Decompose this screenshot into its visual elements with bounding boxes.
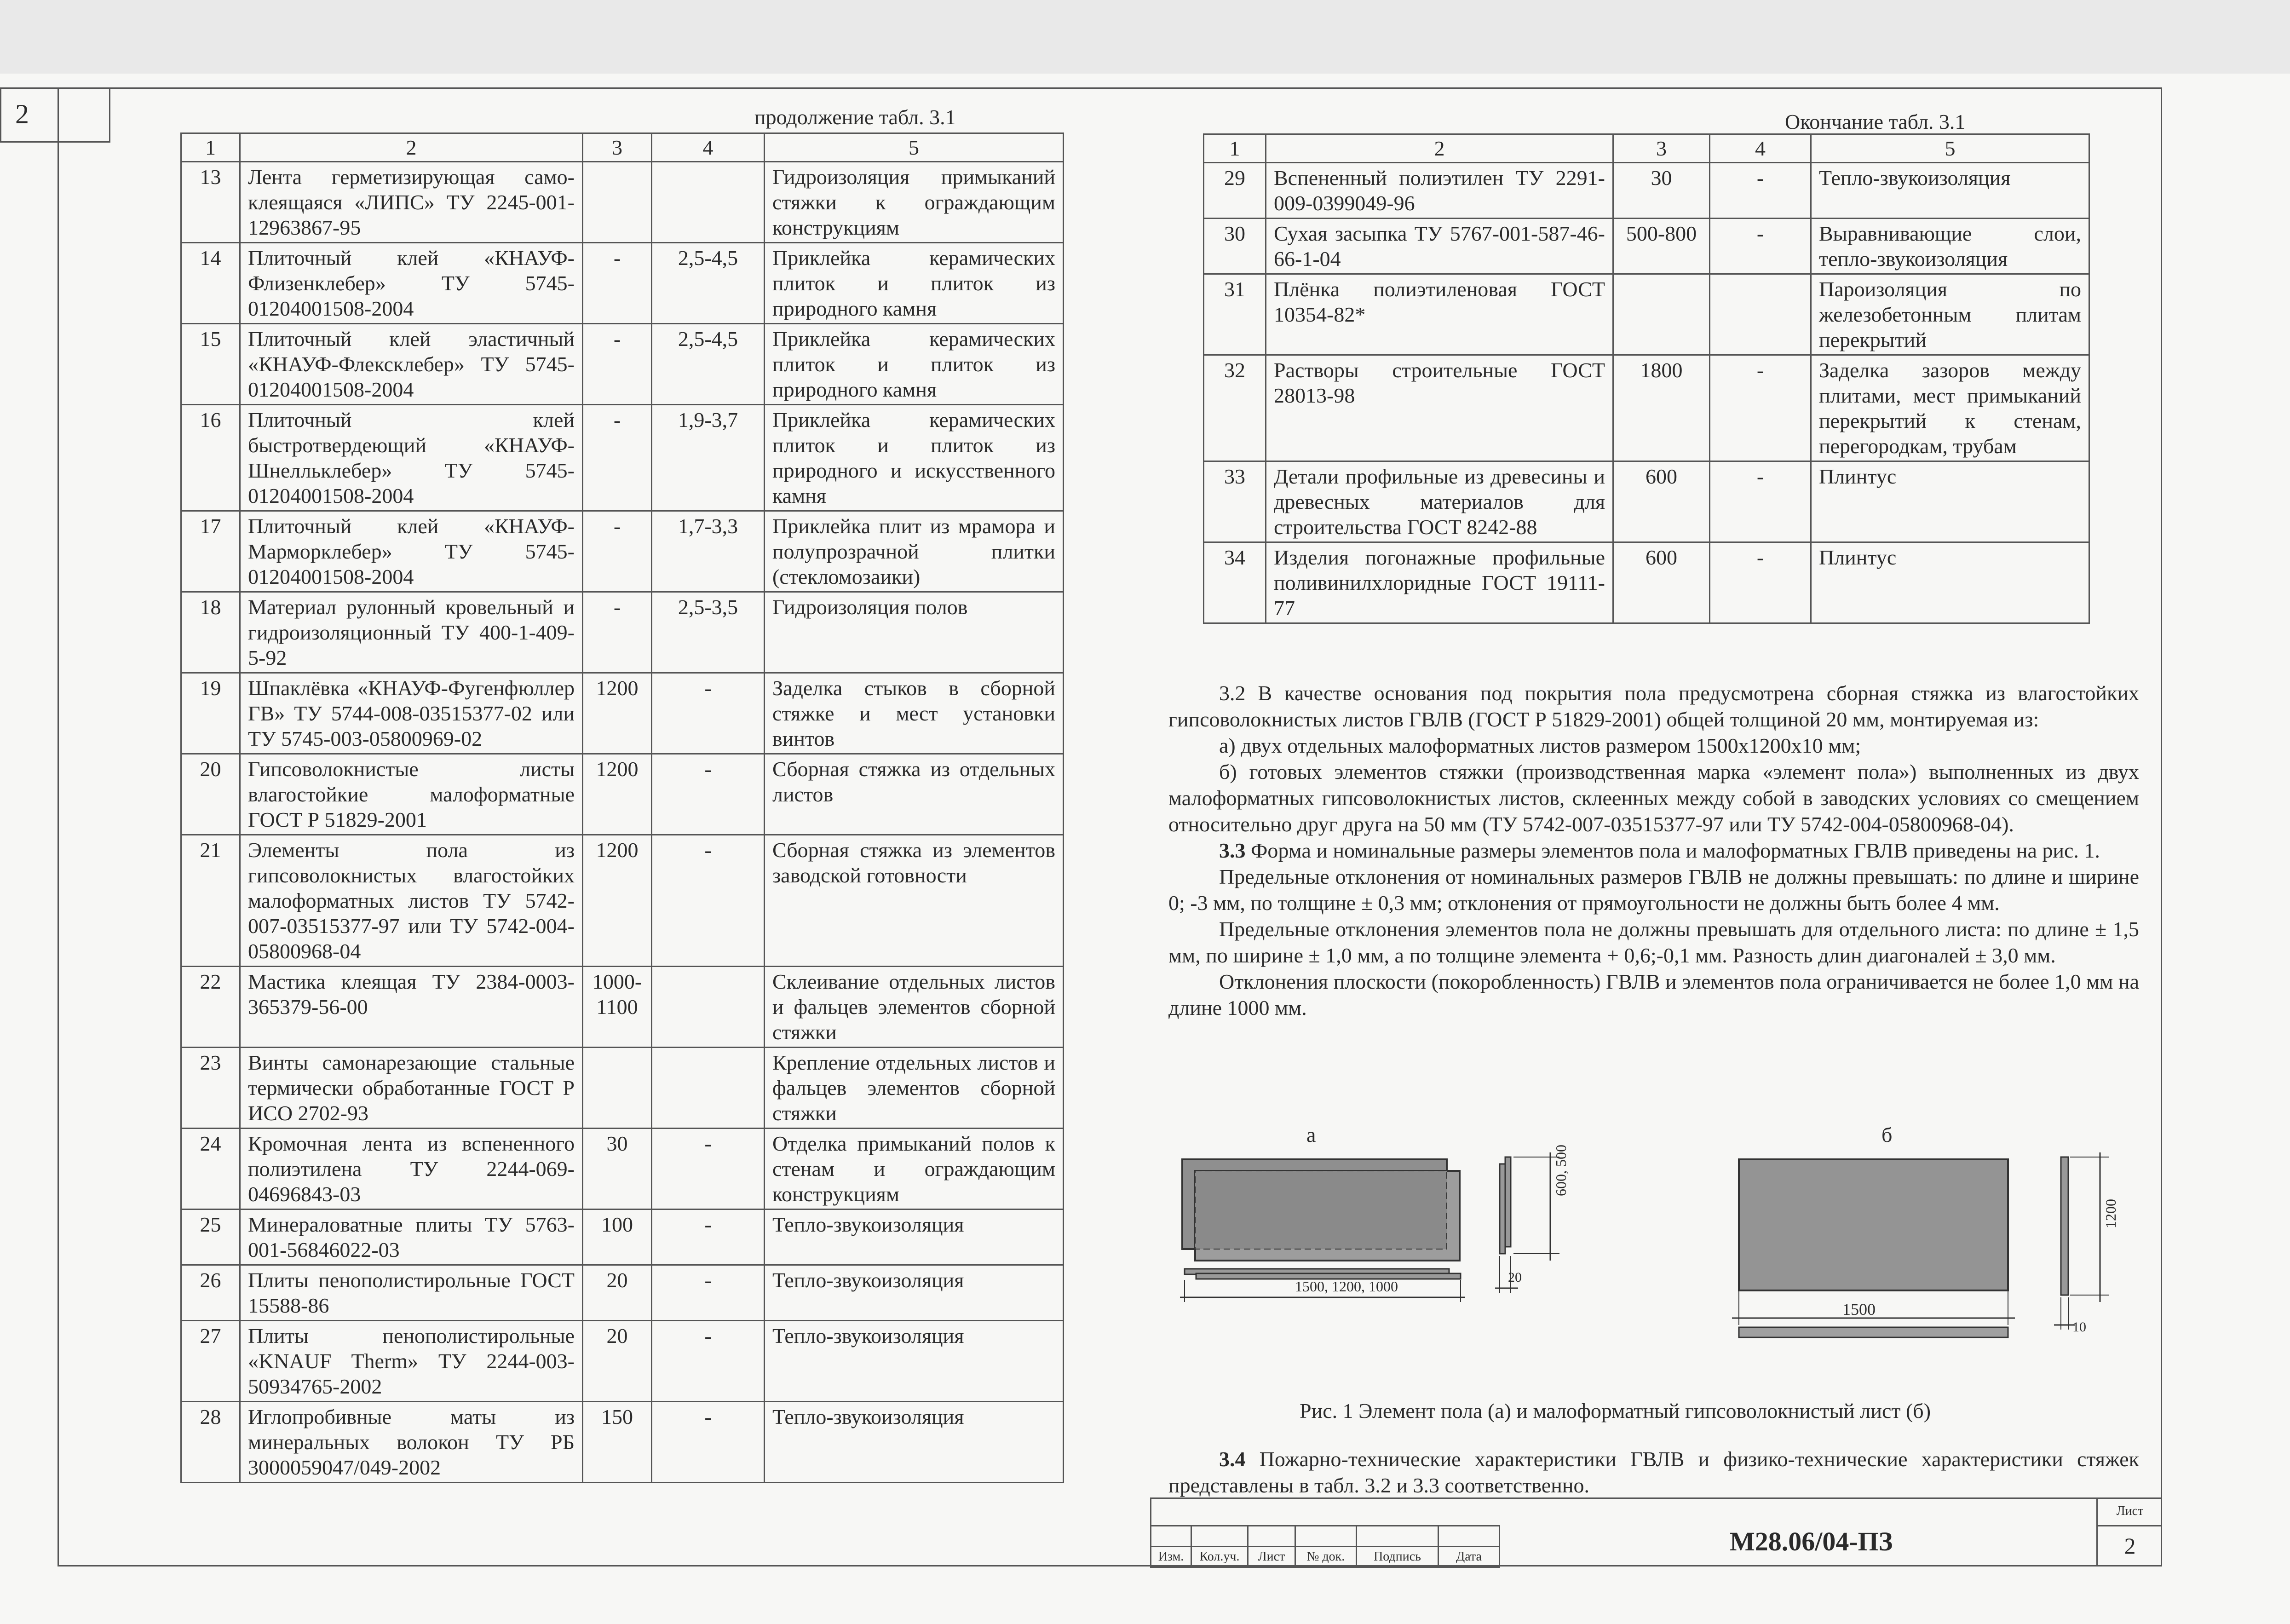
dim-b-thickness: 10 bbox=[2072, 1319, 2086, 1335]
row-number: 26 bbox=[181, 1265, 240, 1321]
table-row bbox=[181, 405, 1064, 511]
material-name: Элементы пола из гипсоволокнистых влагостойких малоформатных листов ТУ 5742-007-03515377-97 или ТУ 5742-004-05800968-04 bbox=[240, 835, 583, 967]
sheet-number: 2 bbox=[2096, 1525, 2162, 1566]
figure-label-b: б bbox=[1881, 1123, 1893, 1146]
consumption-value bbox=[652, 162, 765, 243]
consumption-value bbox=[652, 1048, 765, 1129]
density-value: 1200 bbox=[583, 754, 652, 835]
table-row bbox=[181, 243, 1064, 324]
material-name: Изделия погонажные профильные поливинилхлоридные ГОСТ 19111-77 bbox=[1266, 542, 1613, 623]
table-row bbox=[1204, 355, 2089, 461]
consumption-value bbox=[1710, 274, 1811, 355]
figure-label-a: а bbox=[1306, 1123, 1316, 1146]
material-name: Плиты пенополистирольные ГОСТ 15588-86 bbox=[240, 1265, 583, 1321]
left-table-header bbox=[181, 133, 1064, 162]
purpose-text: Приклейка керамических плиток и плиток из природного и искусственного камня bbox=[765, 405, 1064, 511]
material-name: Кромочная лента из вспененного полиэтилена ТУ 2244-069-04696843-03 bbox=[240, 1129, 583, 1209]
consumption-value: - bbox=[1710, 461, 1811, 542]
table-row bbox=[181, 511, 1064, 592]
purpose-text: Сборная стяжка из отдельных листов bbox=[765, 754, 1064, 835]
density-value: 30 bbox=[583, 1129, 652, 1209]
stamp-col-label: Дата bbox=[1438, 1547, 1500, 1567]
purpose-text: Гидроизоляция полов bbox=[765, 592, 1064, 673]
density-value bbox=[583, 162, 652, 243]
consumption-value: - bbox=[652, 1129, 765, 1209]
material-name: Мастика клеящая ТУ 2384-0003-365379-56-00 bbox=[240, 967, 583, 1048]
table-row bbox=[181, 324, 1064, 405]
density-value: 20 bbox=[583, 1321, 652, 1402]
material-name: Гипсоволокнистые листы влагостойкие малоформатные ГОСТ Р 51829-2001 bbox=[240, 754, 583, 835]
table-row bbox=[181, 754, 1064, 835]
header-cell: 5 bbox=[1811, 134, 2089, 163]
row-number: 32 bbox=[1204, 355, 1266, 461]
material-name: Плиточный клей «КНАУФ-Марморклебер» ТУ 5745-01204001508-2004 bbox=[240, 511, 583, 592]
document-code: М28.06/04-ПЗ bbox=[1730, 1526, 1893, 1556]
material-name: Материал рулонный кровельный и гидроизоляционный ТУ 400-1-409-5-92 bbox=[240, 592, 583, 673]
material-name: Иглопробивные маты из минеральных волокон ТУ РБ 3000059047/049-2002 bbox=[240, 1402, 583, 1483]
section-number: 3.3 bbox=[1219, 839, 1246, 862]
paragraph-text: Форма и номинальные размеры элементов пола и малоформатных ГВЛВ приведены на рис. 1. bbox=[1245, 839, 2100, 862]
density-value: 1200 bbox=[583, 835, 652, 967]
table-row bbox=[181, 1265, 1064, 1321]
consumption-value: 2,5-3,5 bbox=[652, 592, 765, 673]
row-number: 21 bbox=[181, 835, 240, 967]
material-name: Растворы строительные ГОСТ 28013-98 bbox=[1266, 355, 1613, 461]
density-value: 500-800 bbox=[1613, 219, 1710, 274]
right-table bbox=[1203, 133, 2090, 624]
dim-b-width: 1200 bbox=[2102, 1199, 2119, 1228]
material-name: Плиточный клей «КНАУФ-Флизенклебер» ТУ 5745-01204001508-2004 bbox=[240, 243, 583, 324]
density-value: - bbox=[583, 405, 652, 511]
table-row bbox=[181, 1321, 1064, 1402]
dim-a-length: 1500, 1200, 1000 bbox=[1295, 1278, 1398, 1295]
row-number: 22 bbox=[181, 967, 240, 1048]
row-number: 33 bbox=[1204, 461, 1266, 542]
purpose-text: Тепло-звукоизоляция bbox=[1811, 163, 2089, 219]
density-value: 600 bbox=[1613, 461, 1710, 542]
stamp-col-label: Лист bbox=[1248, 1547, 1295, 1567]
density-value: 1200 bbox=[583, 673, 652, 754]
table-row bbox=[181, 1402, 1064, 1483]
body-text bbox=[1168, 680, 2139, 1021]
density-value bbox=[1613, 274, 1710, 355]
purpose-text: Отделка примыканий полов к стенам и ограждающим конструкциям bbox=[765, 1129, 1064, 1209]
density-value: 100 bbox=[583, 1209, 652, 1265]
purpose-text: Тепло-звукоизоляция bbox=[765, 1321, 1064, 1402]
paragraph-flatness: Отклонения плоскости (покоробленность) ГВЛВ и элементов пола ограничивается не более 1,0 мм на длине 1000 мм. bbox=[1168, 970, 2139, 1019]
header-cell: 4 bbox=[1710, 134, 1811, 163]
row-number: 30 bbox=[1204, 219, 1266, 274]
row-number: 31 bbox=[1204, 274, 1266, 355]
row-number: 20 bbox=[181, 754, 240, 835]
material-name: Детали профильные из древесины и древесных материалов для строительства ГОСТ 8242-88 bbox=[1266, 461, 1613, 542]
row-number: 27 bbox=[181, 1321, 240, 1402]
row-number: 29 bbox=[1204, 163, 1266, 219]
paragraph-text: Пожарно-технические характеристики ГВЛВ и физико-технические характеристики стяжек представлены в табл. 3.2 и 3.3 соответственно. bbox=[1168, 1447, 2139, 1497]
purpose-text: Заделка стыков в сборной стяжке и мест установки винтов bbox=[765, 673, 1064, 754]
purpose-text: Тепло-звукоизоляция bbox=[765, 1265, 1064, 1321]
paragraph-tolerance-gvlv: Предельные отклонения от номинальных размеров ГВЛВ не должны превышать: по длине и ширине 0; -3 мм, по толщине ± 0,3 мм; отклонения от прямоугольности не должны быть более 4 мм. bbox=[1168, 865, 2139, 915]
figure-drawing bbox=[1178, 1150, 2125, 1353]
table-row bbox=[181, 1129, 1064, 1209]
header-cell: 3 bbox=[1613, 134, 1710, 163]
row-number: 24 bbox=[181, 1129, 240, 1209]
header-cell: 2 bbox=[1266, 134, 1613, 163]
row-number: 15 bbox=[181, 324, 240, 405]
table-row bbox=[181, 673, 1064, 754]
purpose-text: Заделка зазоров между плитами, мест примыканий перекрытий к стенам, перегородкам, трубам bbox=[1811, 355, 2089, 461]
material-name: Плёнка полиэтиленовая ГОСТ 10354-82* bbox=[1266, 274, 1613, 355]
sheet-label: Лист bbox=[2096, 1497, 2162, 1526]
consumption-value: - bbox=[652, 754, 765, 835]
paragraph-tolerance-elements: Предельные отклонения элементов пола не должны превышать для отдельного листа: по длине ± 1,5 мм, по ширине ± 1,0 мм, а по толщине элемента + 0,6;-0,1 мм. Разность длин диагоналей ± 3,0 мм. bbox=[1168, 917, 2139, 967]
title-block-grid bbox=[1150, 1525, 1500, 1568]
purpose-text: Тепло-звукоизоляция bbox=[765, 1209, 1064, 1265]
table-row bbox=[1204, 542, 2089, 623]
paragraph-3-2: 3.2 В качестве основания под покрытия пола предусмотрена сборная стяжка из влагостойких гипсоволокнистых листов ГВЛВ (ГОСТ Р 51829-2001) общей толщиной 20 мм, монтируемая из: bbox=[1168, 681, 2139, 731]
consumption-value bbox=[652, 967, 765, 1048]
row-number: 16 bbox=[181, 405, 240, 511]
material-name: Винты самонарезающие стальные термически обработанные ГОСТ Р ИСО 2702-93 bbox=[240, 1048, 583, 1129]
purpose-text: Пароизоляция по железобетонным плитам перекрытий bbox=[1811, 274, 2089, 355]
paragraph-3-2-b: б) готовых элементов стяжки (производственная марка «элемент пола») выполненных из двух малоформатных гипсоволокнистых листов, склеенных между собой в заводских условиях со смещением относительно друг друга на 50 мм (ТУ 5742-007-03515377-97 или ТУ 5742-004-05800968-04). bbox=[1168, 760, 2139, 836]
figure-caption: Рис. 1 Элемент пола (а) и малоформатный гипсоволокнистый лист (б) bbox=[1300, 1399, 1931, 1422]
right-table-header bbox=[1204, 134, 2089, 163]
material-name: Плиты пенополистирольные «KNAUF Therm» ТУ 2244-003-50934765-2002 bbox=[240, 1321, 583, 1402]
purpose-text: Гидроизоляция примыканий стяжки к ограждающим конструкциям bbox=[765, 162, 1064, 243]
row-number: 18 bbox=[181, 592, 240, 673]
row-number: 23 bbox=[181, 1048, 240, 1129]
left-table-caption: продолжение табл. 3.1 bbox=[754, 105, 956, 129]
consumption-value: - bbox=[652, 1209, 765, 1265]
consumption-value: - bbox=[652, 1265, 765, 1321]
header-cell: 4 bbox=[652, 133, 765, 162]
table-row bbox=[181, 592, 1064, 673]
table-row bbox=[181, 1048, 1064, 1129]
density-value: 150 bbox=[583, 1402, 652, 1483]
density-value bbox=[583, 1048, 652, 1129]
table-row bbox=[1204, 274, 2089, 355]
density-value: 1800 bbox=[1613, 355, 1710, 461]
table-row bbox=[181, 835, 1064, 967]
corner-page-number: 2 bbox=[0, 87, 110, 143]
purpose-text: Тепло-звукоизоляция bbox=[765, 1402, 1064, 1483]
purpose-text: Приклейка плит из мрамора и полупрозрачной плитки (стекломозаики) bbox=[765, 511, 1064, 592]
material-name: Плиточный клей быстротвердеющий «КНАУФ-Шнелльклебер» ТУ 5745-01204001508-2004 bbox=[240, 405, 583, 511]
material-name: Сухая засыпка ТУ 5767-001-587-46-66-1-04 bbox=[1266, 219, 1613, 274]
consumption-value: 2,5-4,5 bbox=[652, 324, 765, 405]
table-row bbox=[181, 967, 1064, 1048]
dim-a-thickness: 20 bbox=[1508, 1270, 1522, 1285]
row-number: 17 bbox=[181, 511, 240, 592]
consumption-value: 1,7-3,3 bbox=[652, 511, 765, 592]
header-cell: 3 bbox=[583, 133, 652, 162]
right-table-caption: Окончание табл. 3.1 bbox=[1785, 110, 1966, 133]
stamp-col-label: Подпись bbox=[1357, 1547, 1438, 1567]
purpose-text: Плинтус bbox=[1811, 461, 2089, 542]
consumption-value: - bbox=[1710, 219, 1811, 274]
dim-a-width: 600, 500 bbox=[1553, 1145, 1569, 1196]
row-number: 28 bbox=[181, 1402, 240, 1483]
density-value: 1000-1100 bbox=[583, 967, 652, 1048]
purpose-text: Приклейка керамических плиток и плиток из природного камня bbox=[765, 324, 1064, 405]
section-number: 3.4 bbox=[1219, 1447, 1246, 1471]
density-value: - bbox=[583, 324, 652, 405]
table-row bbox=[181, 162, 1064, 243]
material-name: Шпаклёвка «КНАУФ-Фугенфюллер ГВ» ТУ 5744-008-03515377-02 или ТУ 5745-003-05800969-02 bbox=[240, 673, 583, 754]
purpose-text: Плинтус bbox=[1811, 542, 2089, 623]
table-row bbox=[181, 1209, 1064, 1265]
table-row bbox=[1204, 461, 2089, 542]
left-table bbox=[180, 132, 1064, 1483]
consumption-value: 2,5-4,5 bbox=[652, 243, 765, 324]
stamp-col-label: Кол.уч. bbox=[1191, 1547, 1248, 1567]
stamp-col-label: Изм. bbox=[1151, 1547, 1191, 1567]
density-value: - bbox=[583, 592, 652, 673]
consumption-value: - bbox=[1710, 163, 1811, 219]
row-number: 19 bbox=[181, 673, 240, 754]
paragraph-3-4 bbox=[1168, 1446, 2139, 1498]
paragraph-3-3 bbox=[1168, 837, 2139, 864]
material-name: Плиточный клей эластичный «КНАУФ-Флексклебер» ТУ 5745-01204001508-2004 bbox=[240, 324, 583, 405]
material-name: Вспененный полиэтилен ТУ 2291-009-0399049-96 bbox=[1266, 163, 1613, 219]
title-block bbox=[1150, 1497, 2162, 1566]
consumption-value: - bbox=[652, 1402, 765, 1483]
consumption-value: 1,9-3,7 bbox=[652, 405, 765, 511]
header-cell: 2 bbox=[240, 133, 583, 162]
purpose-text: Крепление отдельных листов и фальцев элементов сборной стяжки bbox=[765, 1048, 1064, 1129]
material-name: Минераловатные плиты ТУ 5763-001-56846022-03 bbox=[240, 1209, 583, 1265]
row-number: 34 bbox=[1204, 542, 1266, 623]
dim-b-length: 1500 bbox=[1842, 1300, 1876, 1319]
density-value: 600 bbox=[1613, 542, 1710, 623]
density-value: - bbox=[583, 243, 652, 324]
purpose-text: Приклейка керамических плиток и плиток из природного камня bbox=[765, 243, 1064, 324]
header-cell: 1 bbox=[1204, 134, 1266, 163]
gvl-sheet bbox=[1739, 1159, 2008, 1290]
consumption-value: - bbox=[652, 1321, 765, 1402]
paragraph-3-2-a: а) двух отдельных малоформатных листов размером 1500х1200х10 мм; bbox=[1219, 734, 1861, 757]
table-row bbox=[1204, 163, 2089, 219]
density-value: 20 bbox=[583, 1265, 652, 1321]
purpose-text: Выравнивающие слои, тепло-звукоизоляция bbox=[1811, 219, 2089, 274]
material-name: Лента герметизирующая само-клеящаяся «ЛИПС» ТУ 2245-001-12963867-95 bbox=[240, 162, 583, 243]
consumption-value: - bbox=[1710, 355, 1811, 461]
density-value: - bbox=[583, 511, 652, 592]
purpose-text: Сборная стяжка из элементов заводской готовности bbox=[765, 835, 1064, 967]
row-number: 25 bbox=[181, 1209, 240, 1265]
row-number: 13 bbox=[181, 162, 240, 243]
gvl-sheet-section bbox=[1739, 1327, 2008, 1337]
figure-1 bbox=[1178, 1123, 2125, 1417]
density-value: 30 bbox=[1613, 163, 1710, 219]
header-cell: 1 bbox=[181, 133, 240, 162]
header-cell: 5 bbox=[765, 133, 1064, 162]
table-row bbox=[1204, 219, 2089, 274]
consumption-value: - bbox=[652, 835, 765, 967]
consumption-value: - bbox=[652, 673, 765, 754]
stamp-col-label: № док. bbox=[1295, 1547, 1357, 1567]
row-number: 14 bbox=[181, 243, 240, 324]
consumption-value: - bbox=[1710, 542, 1811, 623]
purpose-text: Склеивание отдельных листов и фальцев элементов сборной стяжки bbox=[765, 967, 1064, 1048]
